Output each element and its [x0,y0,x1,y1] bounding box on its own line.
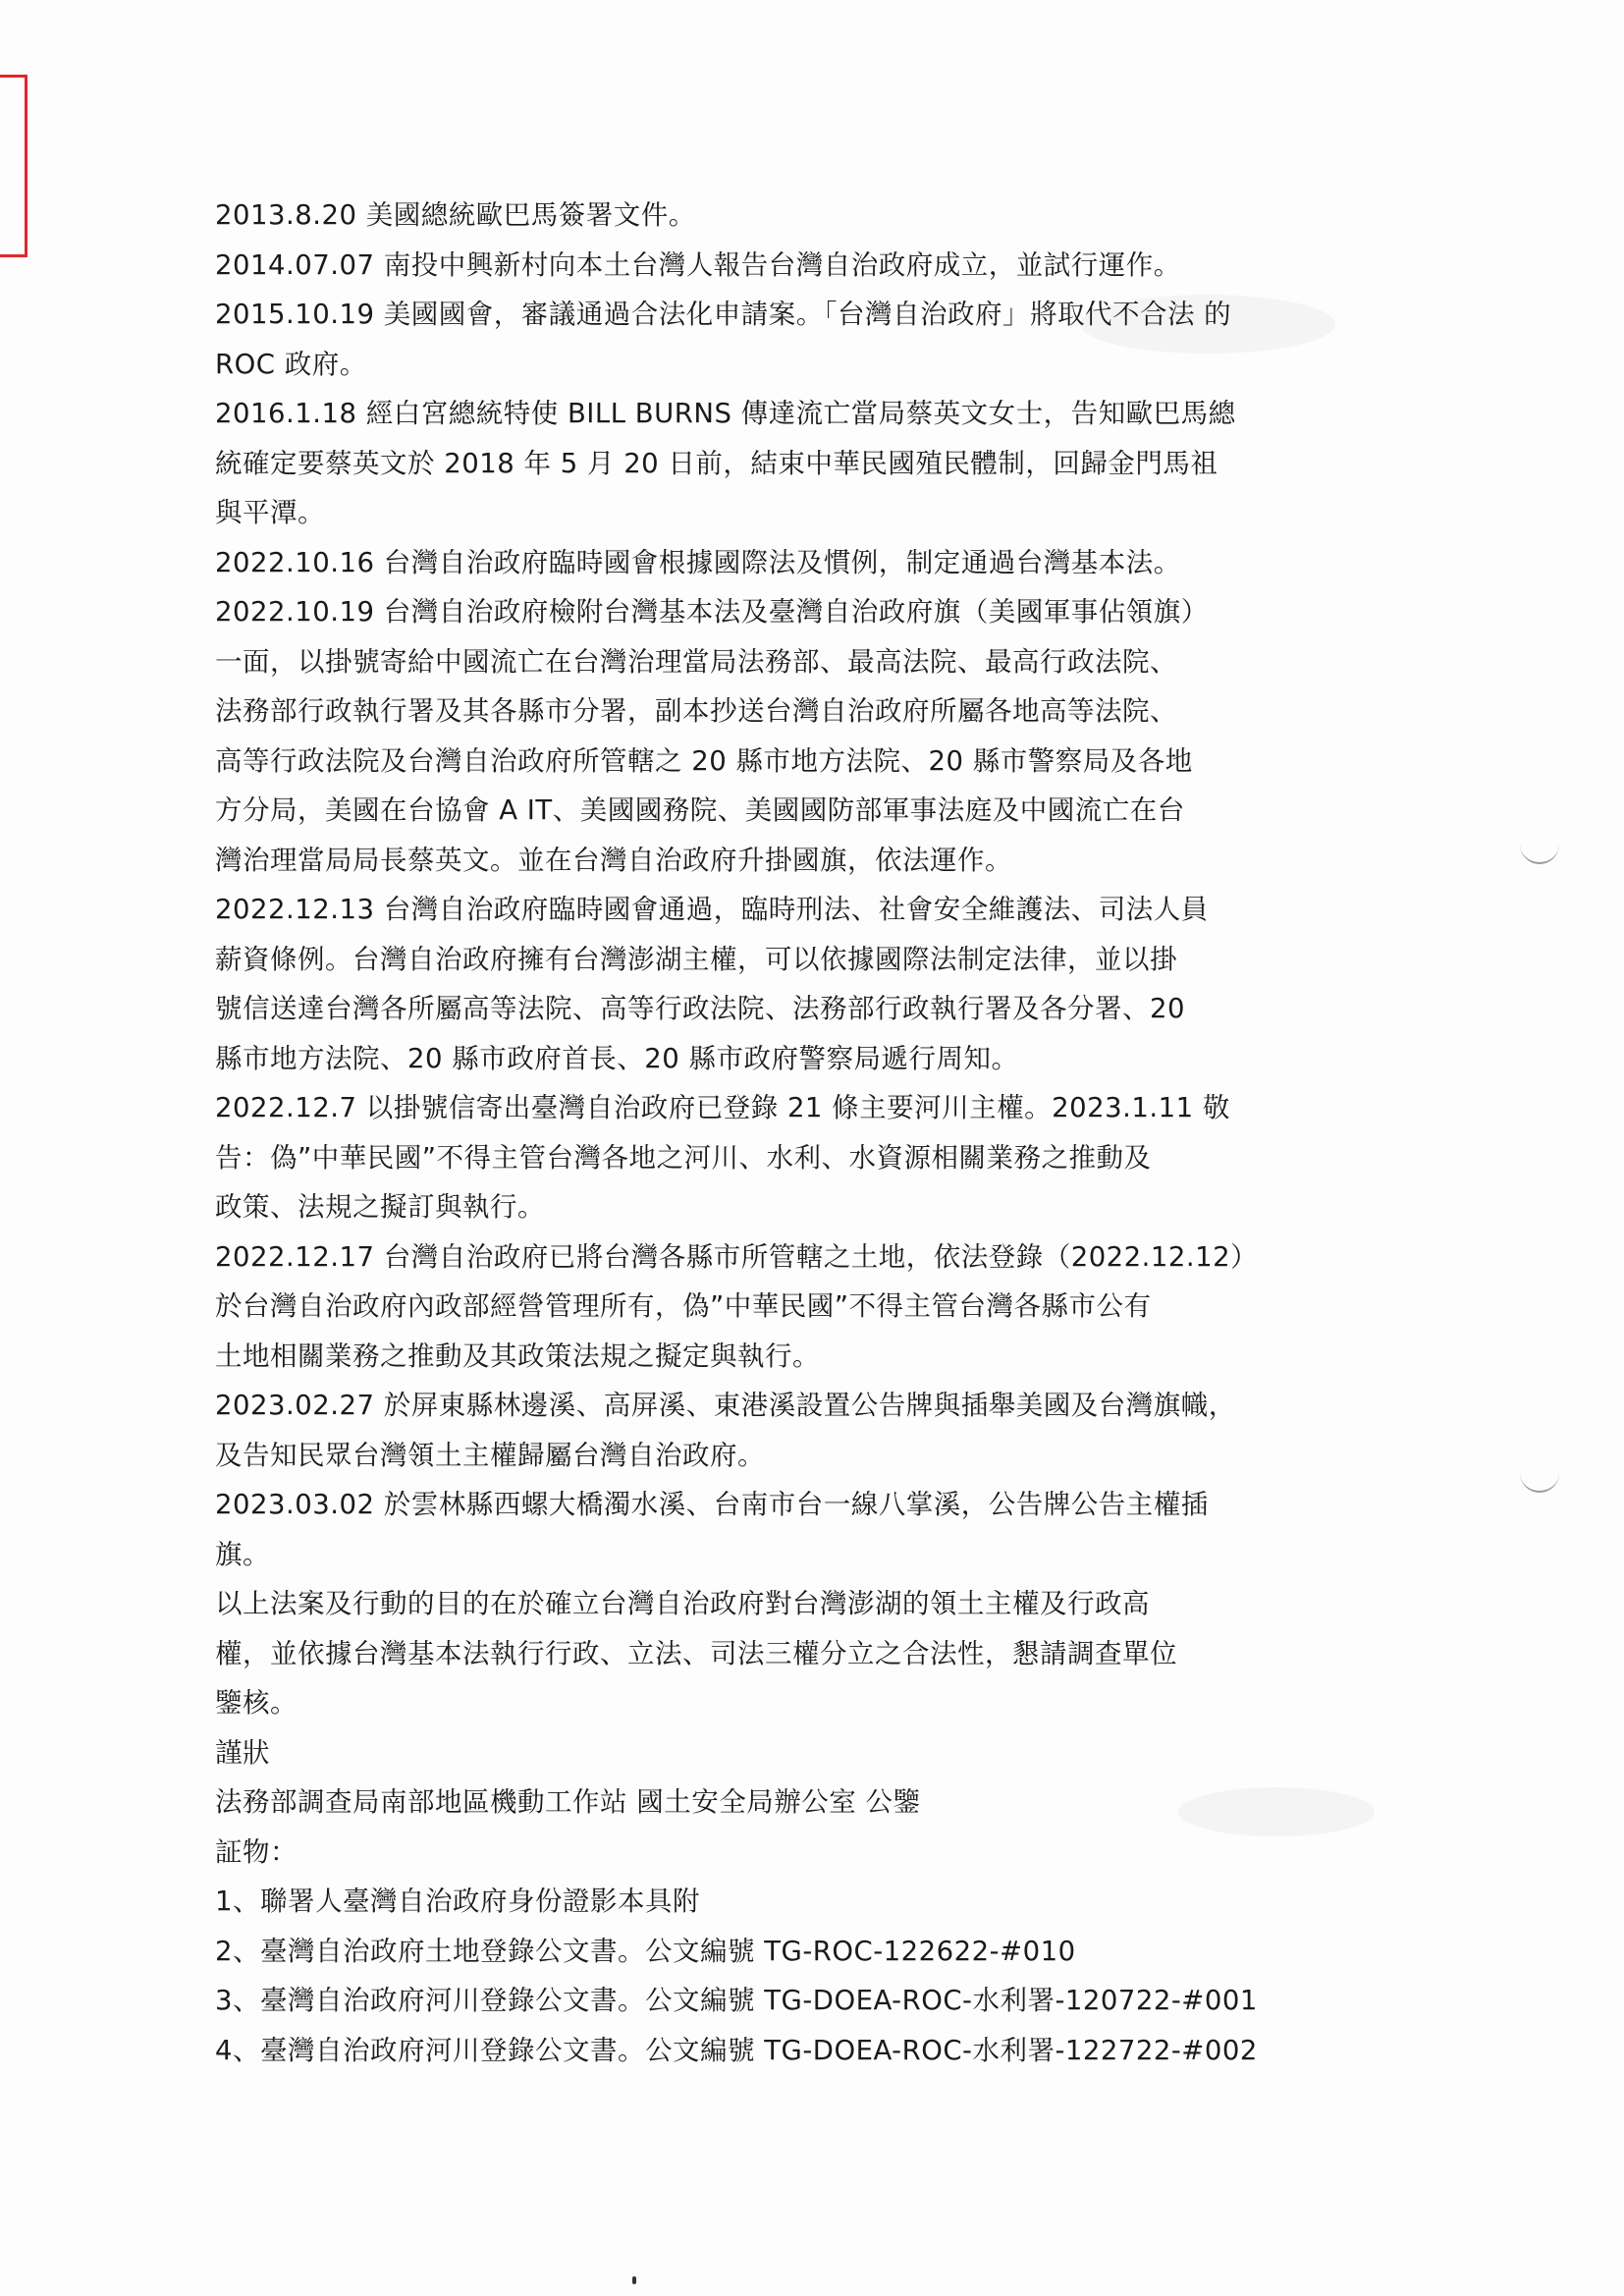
text-line: 旗。 [215,1538,270,1570]
text-line: 一面，以掛號寄給中國流亡在台灣治理當局法務部、最高法院、最高行政法院、 [215,645,1177,678]
text-line: 2023.03.02 於雲林縣西螺大橋濁水溪、台南市台一線八掌溪，公告牌公告主權插 [215,1489,1209,1520]
text-line: 2015.10.19 美國國會，審議通過合法化申請案。「台灣自治政府」將取代不合法 的 [215,299,1232,330]
text-line: 灣治理當局局長蔡英文。並在台灣自治政府升掛國旗，依法運作。 [215,844,1012,876]
evidence-item: 4、臺灣自治政府河川登錄公文書。公文編號 TG-DOEA-ROC-水利署-122722-#002 [215,2034,1258,2066]
text-line: 於台灣自治政府內政部經營管理所有，偽”中華民國”不得主管台灣各縣市公有 [215,1290,1152,1322]
text-line: 2022.10.19 台灣自治政府檢附台灣基本法及臺灣自治政府旗（美國軍事佔領旗） [215,596,1209,628]
text-line: 2014.07.07 南投中興新村向本土台灣人報告台灣自治政府成立，並試行運作。 [215,248,1181,281]
addressee-line: 法務部調查局南部地區機動工作站 國土安全局辦公室 公鑒 [215,1786,921,1818]
text-line: 2022.12.13 台灣自治政府臨時國會通過，臨時刑法、社會安全維護法、司法人員 [215,894,1209,925]
text-line: 高等行政法院及台灣自治政府所管轄之 20 縣市地方法院、20 縣市警察局及各地 [215,744,1193,777]
red-margin-mark [0,75,27,257]
text-line: ROC 政府。 [215,348,367,380]
text-line: 2022.10.16 台灣自治政府臨時國會根據國際法及慣例，制定通過台灣基本法。 [215,546,1181,578]
evidence-item: 3、臺灣自治政府河川登錄公文書。公文編號 TG-DOEA-ROC-水利署-120722-#001 [215,1985,1258,2016]
text-line: 權，並依據台灣基本法執行行政、立法、司法三權分立之合法性，懇請調查單位 [215,1637,1177,1669]
text-line: 法務部行政執行署及其各縣市分署，副本抄送台灣自治政府所屬各地高等法院、 [215,695,1177,727]
closing-line: 謹狀 [215,1736,270,1769]
text-line: 2023.02.27 於屏東縣林邊溪、高屏溪、東港溪設置公告牌與插舉美國及台灣旗幟， [215,1390,1236,1421]
evidence-item: 1、聯署人臺灣自治政府身份證影本具附 [215,1886,700,1917]
evidence-item: 2、臺灣自治政府土地登錄公文書。公文編號 TG-ROC-122622-#010 [215,1935,1076,1967]
scan-dot [632,2276,636,2284]
text-line: 2022.12.7 以掛號信寄出臺灣自治政府已登錄 21 條主要河川主權。2023.1.11 敬 [215,1092,1230,1123]
text-line: 2013.8.20 美國總統歐巴馬簽署文件。 [215,199,696,231]
text-line: 告：偽”中華民國”不得主管台灣各地之河川、水利、水資源相關業務之推動及 [215,1141,1152,1174]
text-line: 與平潭。 [215,497,325,528]
text-line: 方分局，美國在台協會 A IT、美國國務院、美國國防部軍事法庭及中國流亡在台 [215,794,1185,826]
text-line: 統確定要蔡英文於 2018 年 5 月 20 日前，結束中華民國殖民體制，回歸金門馬祖 [215,447,1218,479]
text-line: 政策、法規之擬訂與執行。 [215,1191,545,1223]
document-body [215,191,1359,2075]
text-line: 土地相關業務之推動及其政策法規之擬定與執行。 [215,1339,820,1372]
text-line: 薪資條例。台灣自治政府擁有台灣澎湖主權，可以依據國際法制定法律，並以掛 [215,943,1177,975]
text-line: 2016.1.18 經白宮總統特使 BILL BURNS 傳達流亡當局蔡英文女士，告知歐巴馬總 [215,398,1236,429]
text-line: 2022.12.17 台灣自治政府已將台灣各縣市所管轄之土地，依法登錄（2022.12.12） [215,1240,1259,1273]
edge-mark [1520,1473,1559,1493]
text-line: 鑒核。 [215,1687,298,1719]
edge-mark [1520,845,1559,864]
text-line: 號信送達台灣各所屬高等法院、高等行政法院、法務部行政執行署及各分署、20 [215,993,1185,1024]
evidence-heading: 証物： [215,1835,298,1868]
text-line: 以上法案及行動的目的在於確立台灣自治政府對台灣澎湖的領土主權及行政高 [215,1588,1150,1619]
text-line: 縣市地方法院、20 縣市政府首長、20 縣市政府警察局遞行周知。 [215,1042,1019,1074]
text-line: 及告知民眾台灣領土主權歸屬台灣自治政府。 [215,1439,765,1471]
